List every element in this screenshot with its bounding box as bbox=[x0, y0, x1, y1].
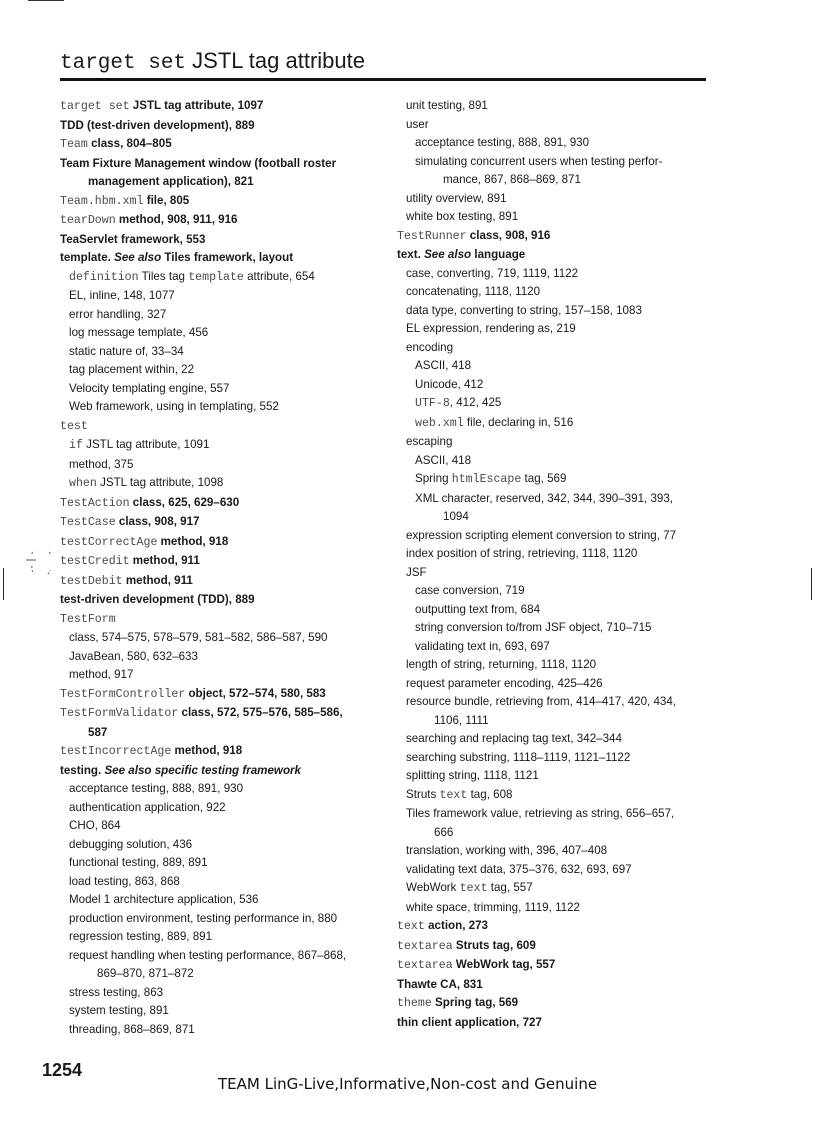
index-entry-text: load testing, 863, 868 bbox=[69, 874, 180, 888]
index-entry bbox=[60, 135, 378, 155]
index-entry-text: text. bbox=[397, 248, 425, 261]
header-code: target set bbox=[60, 52, 187, 75]
index-entry-text: template. bbox=[60, 251, 115, 264]
index-entry bbox=[397, 433, 712, 452]
margin-bar-right bbox=[811, 568, 812, 600]
index-entry bbox=[60, 947, 378, 966]
index-entry-text: request handling when testing performance, 867–868, bbox=[69, 948, 347, 962]
scissors-mark-icon bbox=[22, 550, 56, 574]
index-entry-text: class, 908, 916 bbox=[466, 228, 551, 242]
index-entry bbox=[397, 97, 712, 116]
index-entry-text: attribute, 654 bbox=[243, 269, 315, 283]
index-entry bbox=[60, 249, 378, 268]
index-entry-text: template bbox=[188, 270, 244, 284]
index-entry-text: white space, trimming, 1119, 1122 bbox=[406, 900, 580, 914]
index-entry-text: static nature of, 33–34 bbox=[69, 344, 184, 358]
index-entry-text: data type, converting to string, 157–158, 1083 bbox=[406, 303, 642, 317]
index-entry-text: splitting string, 1118, 1121 bbox=[406, 769, 539, 782]
index-entry bbox=[60, 704, 378, 724]
index-entry-text: 587 bbox=[88, 725, 108, 739]
index-entry-text: TDD (test-driven development), 889 bbox=[60, 118, 255, 132]
index-entry-text: management application), 821 bbox=[88, 175, 254, 188]
index-entry bbox=[397, 508, 712, 527]
index-entry-text: production environment, testing performance in, 880 bbox=[69, 911, 338, 925]
top-rule bbox=[28, 0, 64, 1]
index-entry bbox=[60, 268, 378, 288]
index-entry-text: JSTL tag attribute, 1091 bbox=[82, 438, 210, 451]
index-entry bbox=[60, 799, 378, 818]
index-entry-text: if bbox=[69, 439, 83, 452]
index-entry bbox=[397, 1014, 712, 1033]
index-entry-text: Unicode, 412 bbox=[415, 377, 484, 391]
index-entry bbox=[60, 287, 378, 306]
index-entry-text: , 412, 425 bbox=[449, 396, 502, 409]
index-entry bbox=[397, 879, 712, 899]
index-entry-text: index position of string, retrieving, 1118, 1120 bbox=[406, 547, 638, 560]
index-entry bbox=[397, 976, 712, 995]
index-entry-text: TestForm bbox=[60, 612, 116, 626]
index-entry-text: 1106, 1111 bbox=[434, 713, 489, 727]
index-entry-text: testDebit bbox=[60, 574, 123, 588]
index-entry bbox=[397, 171, 712, 190]
index-entry-text: class, 804–805 bbox=[87, 137, 172, 150]
index-entry bbox=[397, 656, 712, 675]
index-entry-text: class, 574–575, 578–579, 581–582, 586–587, 590 bbox=[69, 631, 328, 644]
index-entry bbox=[60, 494, 378, 514]
index-entry-text: tag, 557 bbox=[487, 881, 533, 894]
index-entry-text: class, 625, 629–630 bbox=[129, 495, 240, 509]
index-entry-text: method, 911 bbox=[122, 573, 193, 587]
index-entry bbox=[397, 357, 712, 376]
index-entry bbox=[397, 527, 712, 546]
index-entry-text: acceptance testing, 888, 891, 930 bbox=[415, 136, 590, 149]
index-entry-text: Team Fixture Management window (football roster bbox=[60, 156, 337, 170]
index-entry-text: threading, 868–869, 871 bbox=[69, 1022, 195, 1036]
index-entry-text: web.xml bbox=[415, 416, 464, 430]
index-entry bbox=[397, 490, 712, 509]
index-entry-text: escaping bbox=[406, 435, 453, 448]
index-entry-text: thin client application, 727 bbox=[397, 1015, 542, 1029]
index-entry-text: See also specific testing framework bbox=[104, 763, 301, 777]
index-entry-text: TeaServlet framework, 553 bbox=[60, 232, 206, 246]
index-entry-text: JavaBean, 580, 632–633 bbox=[69, 649, 198, 663]
index-entry-text: XML character, reserved, 342, 344, 390–391, 393, bbox=[415, 491, 674, 505]
index-entry-text: TestFormValidator bbox=[60, 707, 179, 720]
index-entry-text: translation, working with, 396, 407–408 bbox=[406, 844, 608, 857]
index-entry-text: searching and replacing tag text, 342–344 bbox=[406, 732, 622, 745]
index-entry bbox=[397, 190, 712, 209]
index-entry bbox=[397, 153, 712, 172]
index-entry bbox=[397, 394, 712, 414]
index-entry bbox=[60, 533, 378, 553]
index-entry-text: Thawte CA, 831 bbox=[397, 977, 483, 991]
index-entry bbox=[60, 984, 378, 1003]
index-entry-text: 1094 bbox=[443, 510, 469, 523]
index-entry bbox=[60, 780, 378, 799]
index-entry bbox=[60, 398, 378, 417]
index-entry bbox=[397, 116, 712, 135]
index-entry-text: method, 917 bbox=[69, 668, 134, 681]
index-entry bbox=[60, 192, 378, 212]
index-entry-text: Tiles framework value, retrieving as string, 656–657, bbox=[406, 807, 675, 820]
index-entry-text: CHO, 864 bbox=[69, 819, 121, 832]
index-entry-text: stress testing, 863 bbox=[69, 985, 164, 999]
index-entry bbox=[60, 513, 378, 533]
index-entry-text: WebWork tag, 557 bbox=[452, 958, 556, 971]
index-entry-text: htmlEscape bbox=[451, 473, 522, 486]
index-entry bbox=[397, 619, 712, 638]
index-entry bbox=[397, 414, 712, 434]
index-entry-text: JSF bbox=[406, 565, 427, 579]
index-entry bbox=[397, 786, 712, 806]
index-entry bbox=[60, 685, 378, 705]
index-column-right bbox=[397, 97, 712, 1032]
index-entry-text: method, 908, 911, 916 bbox=[115, 213, 238, 226]
index-entry bbox=[60, 629, 378, 648]
index-entry-text: textarea bbox=[397, 959, 453, 972]
margin-bar-left bbox=[3, 568, 4, 600]
index-entry-text: JSTL tag attribute, 1098 bbox=[96, 476, 224, 489]
index-entry-text: Team bbox=[60, 138, 88, 151]
index-entry-text: searching substring, 1118–1119, 1121–1122 bbox=[406, 750, 631, 764]
index-entry bbox=[60, 928, 378, 947]
index-entry bbox=[397, 302, 712, 321]
index-entry-text: method, 375 bbox=[69, 457, 134, 471]
index-entry bbox=[397, 805, 712, 824]
index-entry-text: file, 805 bbox=[143, 193, 190, 207]
index-entry-text: utility overview, 891 bbox=[406, 191, 507, 205]
index-entry-text: tag, 569 bbox=[521, 472, 567, 485]
index-entry-text: file, declaring in, 516 bbox=[463, 415, 574, 429]
index-entry-text: Struts tag, 609 bbox=[452, 938, 536, 952]
index-entry bbox=[60, 572, 378, 592]
index-entry bbox=[397, 564, 712, 583]
index-entry-text: testIncorrectAge bbox=[60, 745, 172, 758]
index-entry-text: when bbox=[69, 477, 97, 490]
index-entry bbox=[60, 610, 378, 630]
index-entry-text: EL expression, rendering as, 219 bbox=[406, 322, 576, 335]
index-entry-text: case conversion, 719 bbox=[415, 584, 525, 597]
index-entry-text: EL, inline, 148, 1077 bbox=[69, 289, 175, 302]
index-entry-text: text bbox=[397, 920, 425, 933]
index-entry-text: class, 572, 575–576, 585–586, bbox=[178, 706, 343, 719]
index-entry bbox=[397, 675, 712, 694]
index-entry-text: Spring bbox=[415, 472, 452, 485]
index-entry-text: textarea bbox=[397, 939, 453, 953]
index-entry bbox=[60, 173, 378, 192]
index-entry bbox=[60, 910, 378, 929]
index-entry bbox=[60, 1021, 378, 1040]
index-entry-text: TestAction bbox=[60, 496, 130, 510]
index-entry-text: Velocity templating engine, 557 bbox=[69, 381, 230, 395]
index-entry-text: tearDown bbox=[60, 214, 116, 227]
index-entry bbox=[397, 134, 712, 153]
index-entry bbox=[397, 582, 712, 601]
index-entry bbox=[397, 712, 712, 731]
index-entry-text: error handling, 327 bbox=[69, 307, 167, 321]
index-entry bbox=[60, 552, 378, 572]
index-entry bbox=[60, 306, 378, 325]
index-entry-text: length of string, returning, 1118, 1120 bbox=[406, 658, 597, 671]
index-entry-text: class, 908, 917 bbox=[115, 515, 200, 528]
index-entry-text: authentication application, 922 bbox=[69, 800, 226, 814]
index-entry bbox=[60, 817, 378, 836]
index-entry-text: text bbox=[439, 788, 468, 802]
index-entry-text: simulating concurrent users when testing perfor- bbox=[415, 154, 663, 168]
index-entry bbox=[60, 891, 378, 910]
index-entry bbox=[60, 648, 378, 667]
index-entry-text: JSTL tag attribute, 1097 bbox=[129, 99, 264, 112]
index-entry bbox=[60, 380, 378, 399]
index-entry-text: acceptance testing, 888, 891, 930 bbox=[69, 782, 244, 795]
index-entry bbox=[397, 730, 712, 749]
index-entry-text: tag, 608 bbox=[467, 787, 513, 801]
index-entry bbox=[397, 265, 712, 284]
index-entry bbox=[60, 97, 378, 117]
index-entry-text: tag placement within, 22 bbox=[69, 363, 195, 376]
index-entry-text: WebWork bbox=[406, 881, 460, 894]
index-entry bbox=[60, 591, 378, 610]
index-entry bbox=[60, 343, 378, 362]
index-entry-text: Tiles tag bbox=[138, 269, 189, 283]
index-entry-text: See also bbox=[114, 251, 162, 264]
index-entry bbox=[397, 693, 712, 712]
index-entry bbox=[397, 638, 712, 657]
index-entry bbox=[60, 854, 378, 873]
index-entry bbox=[60, 324, 378, 343]
index-entry-text: testing. bbox=[60, 763, 105, 777]
index-entry-text: Spring tag, 569 bbox=[431, 996, 519, 1009]
index-entry-text: case, converting, 719, 1119, 1122 bbox=[406, 266, 579, 280]
index-entry-text: TestCase bbox=[60, 516, 116, 529]
index-entry-text: testCredit bbox=[60, 555, 130, 568]
index-entry bbox=[60, 155, 378, 174]
index-entry-text: Struts bbox=[406, 787, 440, 801]
index-entry bbox=[60, 666, 378, 685]
index-entry bbox=[60, 836, 378, 855]
index-entry bbox=[60, 361, 378, 380]
index-entry-text: regression testing, 889, 891 bbox=[69, 930, 213, 943]
index-entry bbox=[60, 231, 378, 250]
index-entry-text: action, 273 bbox=[424, 919, 488, 932]
index-entry bbox=[60, 436, 378, 456]
index-entry-text: testCorrectAge bbox=[60, 535, 158, 549]
index-entry bbox=[397, 320, 712, 339]
index-column-left bbox=[60, 97, 378, 1039]
index-entry-text: test-driven development (TDD), 889 bbox=[60, 593, 255, 606]
index-entry-text: 666 bbox=[434, 825, 454, 839]
running-header bbox=[60, 48, 706, 81]
index-entry-text: 869–870, 871–872 bbox=[97, 967, 194, 980]
index-entry bbox=[60, 456, 378, 475]
index-entry-text: object, 572–574, 580, 583 bbox=[185, 686, 326, 700]
index-entry-text: test bbox=[60, 419, 88, 433]
index-entry-text: method, 918 bbox=[157, 534, 229, 548]
index-entry-text: method, 911 bbox=[129, 554, 200, 567]
index-entry bbox=[397, 283, 712, 302]
index-entry bbox=[397, 917, 712, 937]
index-entry-text: definition bbox=[69, 270, 139, 284]
index-entry-text: string conversion to/from JSF object, 710–715 bbox=[415, 621, 652, 634]
index-entry bbox=[397, 937, 712, 957]
index-entry bbox=[397, 376, 712, 395]
index-entry-text: method, 918 bbox=[171, 744, 243, 757]
index-entry bbox=[397, 899, 712, 918]
index-entry-text: expression scripting element conversion to string, 77 bbox=[406, 528, 677, 542]
footer-text: TEAM LinG-Live,Informative,Non-cost and Genuine bbox=[218, 1075, 598, 1093]
index-entry bbox=[60, 117, 378, 136]
index-entry bbox=[60, 1002, 378, 1021]
index-entry bbox=[397, 339, 712, 358]
index-entry-text: outputting text from, 684 bbox=[415, 602, 541, 616]
index-entry-text: Model 1 architecture application, 536 bbox=[69, 893, 259, 906]
index-entry bbox=[397, 842, 712, 861]
index-entry-text: functional testing, 889, 891 bbox=[69, 856, 208, 869]
page-number: 1254 bbox=[42, 1060, 83, 1080]
index-entry bbox=[397, 452, 712, 471]
index-entry-text: unit testing, 891 bbox=[406, 99, 488, 112]
index-entry-text: ASCII, 418 bbox=[415, 359, 472, 372]
index-entry-text: resource bundle, retrieving from, 414–417, 420, 434, bbox=[406, 695, 677, 708]
index-entry bbox=[397, 470, 712, 490]
index-entry bbox=[60, 474, 378, 494]
index-entry-text: validating text data, 375–376, 632, 693, 697 bbox=[406, 862, 632, 876]
index-entry bbox=[397, 861, 712, 880]
index-entry-text: log message template, 456 bbox=[69, 326, 209, 339]
index-entry-text: encoding bbox=[406, 340, 454, 354]
index-entry-text: UTF-8 bbox=[415, 397, 450, 410]
index-entry bbox=[397, 824, 712, 843]
index-entry bbox=[60, 762, 378, 781]
index-entry-text: theme bbox=[397, 997, 432, 1010]
index-entry-text: validating text in, 693, 697 bbox=[415, 639, 550, 653]
index-entry bbox=[397, 227, 712, 247]
index-entry bbox=[397, 208, 712, 227]
index-entry-text: See also bbox=[424, 248, 472, 261]
index-entry-text: system testing, 891 bbox=[69, 1004, 169, 1017]
index-entry bbox=[397, 749, 712, 768]
index-entry-text: debugging solution, 436 bbox=[69, 837, 193, 851]
index-entry-text: white box testing, 891 bbox=[406, 210, 519, 223]
index-entry-text: Tiles framework, layout bbox=[161, 251, 294, 264]
index-entry bbox=[397, 545, 712, 564]
index-entry-text: concatenating, 1118, 1120 bbox=[406, 285, 541, 298]
index-entry bbox=[60, 417, 378, 437]
index-entry bbox=[397, 994, 712, 1014]
index-entry-text: TestFormController bbox=[60, 687, 186, 701]
index-entry bbox=[60, 965, 378, 984]
index-entry-text: ASCII, 418 bbox=[415, 453, 472, 467]
index-entry-text: text bbox=[459, 882, 488, 895]
index-entry bbox=[397, 767, 712, 786]
index-entry bbox=[397, 601, 712, 620]
index-entry-text: TestRunner bbox=[397, 229, 467, 243]
index-entry bbox=[60, 724, 378, 743]
index-entry bbox=[397, 246, 712, 265]
index-entry-text: target set bbox=[60, 100, 130, 113]
index-entry-text: language bbox=[471, 248, 526, 261]
running-header-title bbox=[60, 48, 365, 75]
index-entry-text: mance, 867, 868–869, 871 bbox=[443, 173, 581, 186]
index-entry bbox=[60, 211, 378, 231]
header-text: JSTL tag attribute bbox=[192, 48, 365, 73]
index-entry bbox=[60, 873, 378, 892]
index-entry-text: request parameter encoding, 425–426 bbox=[406, 676, 603, 690]
index-entry bbox=[397, 956, 712, 976]
index-entry-text: Team.hbm.xml bbox=[60, 194, 144, 208]
index-entry-text: Web framework, using in templating, 552 bbox=[69, 400, 279, 413]
index-entry-text: user bbox=[406, 117, 429, 131]
index-entry bbox=[60, 742, 378, 762]
